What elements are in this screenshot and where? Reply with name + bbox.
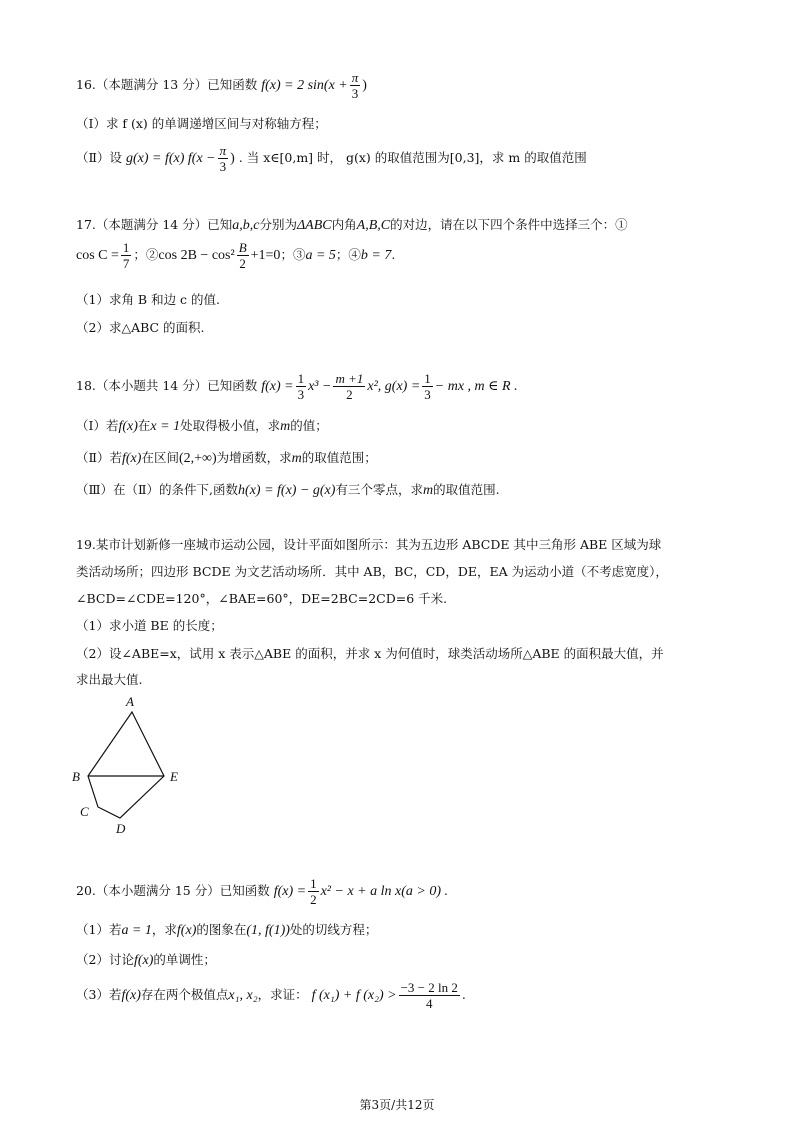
- label-e: E: [170, 769, 178, 784]
- label-a: A: [126, 694, 134, 709]
- q17-cond3: a = 5: [305, 248, 336, 263]
- q16-head: 16.（本题满分 13 分）已知函数: [76, 77, 258, 92]
- q19-line1: 19.某市计划新修一座城市运动公园，设计平面如图所示：其为五边形 ABCDE 其中三角形 ABE 区域为球: [76, 537, 662, 552]
- q20-title: 20.（本小题满分 15 分）已知函数 f(x) = $\frac{1}{2}$ x² − x + a ln x(a > 0) .: [76, 876, 448, 907]
- q19-part1: （1）求小道 BE 的长度；: [76, 618, 223, 633]
- q16-g-function: g(x) = f(x) f(x −: [125, 151, 216, 166]
- q16-function: f(x) = 2 sin(x +: [261, 78, 348, 93]
- q16-title: 16.（本题满分 13 分）已知函数 f(x) = 2 sin(x + $\frac{\pi}{3}$ ): [76, 70, 367, 101]
- q17-cond1: cos C =: [76, 248, 119, 263]
- label-c: C: [80, 804, 89, 819]
- q16-part2: （Ⅱ）设 g(x) = f(x) f(x − $\frac{\pi}{3}$ ) . 当 x∈[0,m] 时， g(x) 的取值范围为[0,3]，求 m 的取值范围: [76, 143, 587, 174]
- q20-part2: （2）讨论f(x)的单调性；: [76, 952, 216, 968]
- q17-part2: （2）求△ABC 的面积.: [76, 320, 205, 335]
- q17-part1: （1）求角 B 和边 c 的值.: [76, 292, 221, 307]
- q17-title: 17.（本题满分 14 分）已知a,b,c分别为ΔABC内角A,B,C的对边，请在以下四个条件中选择三个：①: [76, 217, 628, 233]
- q18-part3: （Ⅲ）在（Ⅱ）的条件下,函数h(x) = f(x) − g(x)有三个零点，求m的取值范围.: [76, 482, 500, 498]
- q17-cond4: b = 7: [360, 248, 392, 263]
- q19-pentagon-diagram: [60, 690, 200, 840]
- q16-part1: （Ⅰ）求 f (x) 的单调递增区间与对称轴方程；: [76, 116, 327, 131]
- q19-part2-line1: （2）设∠ABE=x，试用 x 表示△ABE 的面积，并求 x 为何值时，球类活动场所△ABE 的面积最大值，并: [76, 646, 664, 661]
- q18-title: 18.（本小题共 14 分）已知函数 f(x) = $\frac{1}{3}$ x³ − $\frac{m +1}{2}$ x², g(x) = $\frac{1}{3}$ − mx , m ∈ R .: [76, 371, 518, 402]
- q19-line3: ∠BCD=∠CDE=120°，∠BAE=60°，DE=2BC=2CD=6 千米.: [76, 591, 448, 606]
- q19-line2: 类活动场所；四边形 BCDE 为文艺活动场所．其中 AB，BC，CD，DE，EA 为运动小道（不考虑宽度），: [76, 564, 668, 579]
- page-footer: 第3页/共12页: [359, 1098, 435, 1112]
- q18-part1: （Ⅰ）若f(x)在x = 1处取得极小值，求m的值；: [76, 418, 328, 434]
- label-b: B: [72, 769, 80, 784]
- pentagon-outline: [88, 712, 164, 818]
- q17-cond2: cos 2B − cos²: [158, 248, 235, 263]
- q16-fraction: $\frac{\pi}{3}$: [351, 70, 359, 101]
- q18-part2: （Ⅱ）若f(x)在区间(2,+∞)为增函数，求m的取值范围；: [76, 450, 377, 466]
- q17-conditions: cos C = $\frac{1}{7}$ ；②cos 2B − cos² $\frac{B}{2}$ +1=0；③a = 5；④b = 7.: [76, 240, 396, 271]
- label-d: D: [116, 821, 126, 836]
- q20-part1: （1）若a = 1，求f(x)的图象在(1, f(1))处的切线方程；: [76, 922, 378, 938]
- q20-part3: （3）若f(x)存在两个极值点x₁, x₂，求证： f (x₁) + f (x₂) > $\frac{-3 - 2 \ln 2}{4}$ .: [76, 980, 466, 1011]
- q19-part2-line2: 求出最大值.: [76, 672, 143, 687]
